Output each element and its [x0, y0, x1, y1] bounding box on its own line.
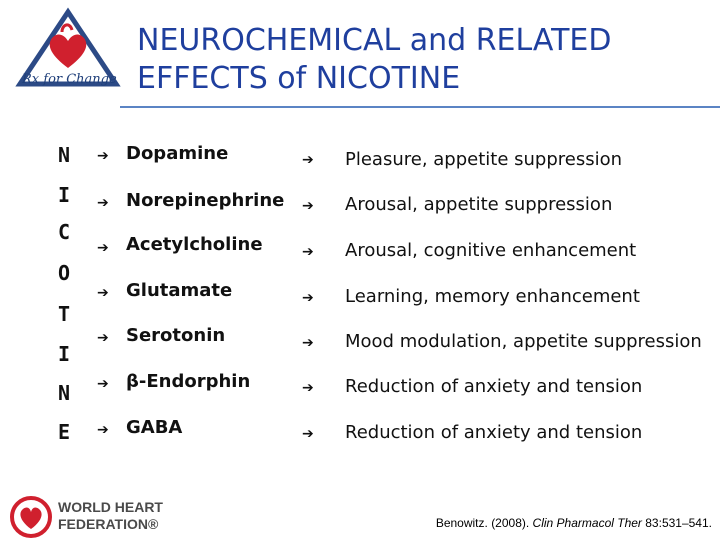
- neurochemical-label: Norepinephrine: [126, 190, 285, 211]
- acronym-letter: T: [57, 302, 71, 326]
- effect-label: Learning, memory enhancement: [345, 286, 640, 307]
- world-heart-federation-logo: [10, 495, 52, 539]
- citation-pages: 83:531–541.: [641, 516, 712, 530]
- acronym-letter: C: [57, 220, 71, 244]
- arrow-right-icon: ➔: [302, 380, 314, 396]
- arrow-right-icon: ➔: [97, 285, 109, 301]
- acronym-letter: N: [57, 381, 71, 405]
- arrow-right-icon: ➔: [302, 335, 314, 351]
- arrow-right-icon: ➔: [97, 195, 109, 211]
- page-title: [137, 22, 697, 98]
- arrow-right-icon: ➔: [302, 152, 314, 168]
- arrow-right-icon: ➔: [97, 148, 109, 164]
- arrow-right-icon: ➔: [302, 244, 314, 260]
- neurochemical-label: Acetylcholine: [126, 234, 263, 255]
- arrow-right-icon: ➔: [302, 426, 314, 442]
- effect-label: Arousal, appetite suppression: [345, 194, 613, 215]
- acronym-letter: E: [57, 420, 71, 444]
- heart-icon: [10, 495, 52, 539]
- effect-label: Pleasure, appetite suppression: [345, 149, 623, 170]
- arrow-right-icon: ➔: [97, 422, 109, 438]
- arrow-right-icon: ➔: [302, 290, 314, 306]
- neurochemical-label: Serotonin: [126, 325, 226, 346]
- acronym-letter: O: [57, 261, 71, 285]
- arrow-right-icon: ➔: [97, 376, 109, 392]
- neurochemical-label: Glutamate: [126, 280, 233, 301]
- arrow-right-icon: ➔: [97, 330, 109, 346]
- effect-label: Reduction of anxiety and tension: [345, 376, 643, 397]
- world-heart-federation-name: [58, 499, 163, 533]
- title-line-2: EFFECTS of NICOTINE: [137, 61, 461, 96]
- arrow-right-icon: ➔: [302, 198, 314, 214]
- org-line-1: WORLD HEART: [58, 499, 163, 515]
- citation-authors: Benowitz. (2008).: [435, 516, 533, 530]
- effect-label: Mood modulation, appetite suppression: [345, 331, 702, 352]
- effect-label: Reduction of anxiety and tension: [345, 422, 643, 443]
- arrow-right-icon: ➔: [97, 240, 109, 256]
- acronym-letter: I: [57, 342, 71, 366]
- citation: [436, 516, 712, 530]
- citation-journal: Clin Pharmacol Ther: [532, 516, 642, 530]
- neurochemical-label: GABA: [126, 417, 183, 438]
- neurochemical-label: Dopamine: [126, 143, 229, 164]
- effect-label: Arousal, cognitive enhancement: [345, 240, 637, 261]
- neurochemical-label: β-Endorphin: [126, 371, 251, 392]
- title-line-1: NEUROCHEMICAL and RELATED: [137, 23, 612, 58]
- logo-caption: Rx for Change: [22, 72, 117, 87]
- heart-triangle-icon: [8, 6, 128, 102]
- title-divider: [120, 106, 720, 108]
- rx-for-change-logo: [8, 6, 128, 102]
- acronym-letter: I: [57, 183, 71, 207]
- org-line-2: FEDERATION®: [58, 516, 159, 532]
- acronym-letter: N: [57, 143, 71, 167]
